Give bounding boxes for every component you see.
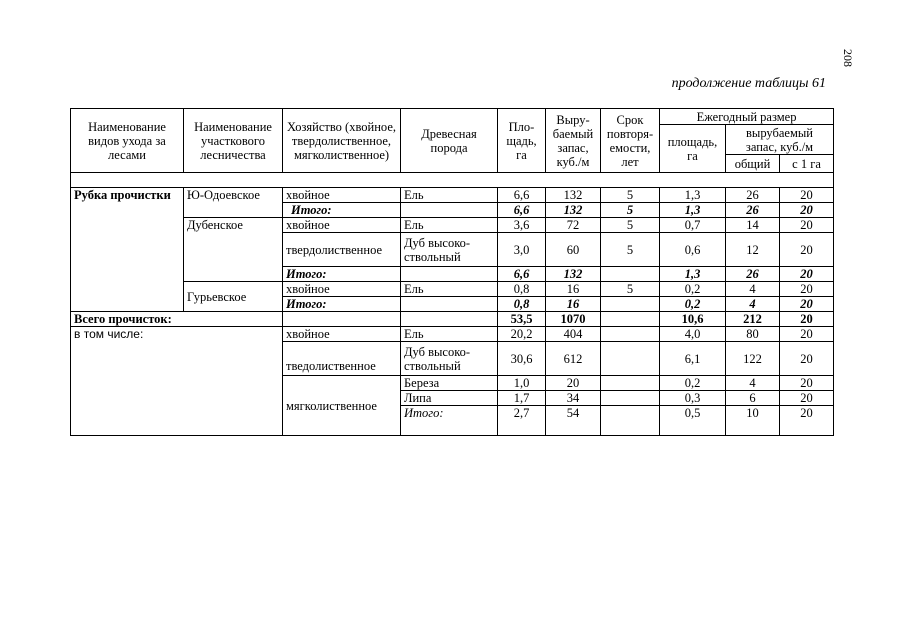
cell-species: Ель	[401, 218, 498, 233]
cell-species: Итого:	[401, 406, 498, 436]
cell-annual-total: 12	[726, 233, 780, 267]
cell-stock: 16	[546, 297, 601, 312]
cell-area: 3,6	[498, 218, 546, 233]
cell-annual-per-ha: 20	[780, 376, 834, 391]
cell-annual-total: 122	[726, 342, 780, 376]
table-row	[71, 218, 834, 233]
cell-annual-per-ha: 20	[780, 342, 834, 376]
cell-species: Дуб высоко- ствольный	[401, 233, 498, 267]
cell-species: Ель	[401, 188, 498, 203]
cell-species: Дуб высоко- ствольный	[401, 342, 498, 376]
cell-annual-total: 4	[726, 282, 780, 297]
cell-annual-area: 10,6	[660, 312, 726, 327]
cell-stock: 132	[546, 267, 601, 282]
cell-species	[401, 297, 498, 312]
cell-district: Дубенское	[184, 218, 283, 282]
cell-annual-per-ha: 20	[780, 312, 834, 327]
cell-economy: Итого:	[283, 203, 401, 218]
cell-repeat	[601, 327, 660, 342]
cell-stock: 60	[546, 233, 601, 267]
header-economy: Хозяйство (хвойное, твердолиственное, мягколиственное)	[283, 109, 401, 173]
cell-area: 30,6	[498, 342, 546, 376]
table-row	[71, 327, 834, 342]
header-species: Древесная порода	[401, 109, 498, 173]
cell-stock: 1070	[546, 312, 601, 327]
cell-annual-area: 6,1	[660, 342, 726, 376]
cell-economy	[283, 312, 401, 327]
cell-repeat	[601, 312, 660, 327]
header-district: Наименование участкового лесничества	[184, 109, 283, 173]
cell-stock: 404	[546, 327, 601, 342]
table-caption: продолжение таблицы 61	[671, 76, 826, 91]
cell-area: 2,7	[498, 406, 546, 436]
cell-area: 6,6	[498, 203, 546, 218]
cell-annual-per-ha: 20	[780, 188, 834, 203]
cell-annual-per-ha: 20	[780, 406, 834, 436]
cell-type: Рубка прочистки	[71, 188, 184, 312]
cell-stock: 612	[546, 342, 601, 376]
cell-area: 3,0	[498, 233, 546, 267]
header-annual-stock: вырубаемый запас, куб./м	[726, 125, 834, 155]
cell-economy: Итого:	[283, 267, 401, 282]
cell-area: 6,6	[498, 267, 546, 282]
cell-economy: хвойное	[283, 188, 401, 203]
forest-care-table	[70, 108, 834, 436]
cell-annual-per-ha: 20	[780, 233, 834, 267]
cell-type: в том числе:	[71, 327, 283, 436]
cell-economy: хвойное	[283, 327, 401, 342]
header-annual: Ежегодный размер	[660, 109, 834, 125]
cell-annual-total: 6	[726, 391, 780, 406]
cell-annual-total: 14	[726, 218, 780, 233]
cell-species	[401, 312, 498, 327]
cell-annual-area: 1,3	[660, 203, 726, 218]
cell-annual-area: 1,3	[660, 188, 726, 203]
cell-repeat: 5	[601, 203, 660, 218]
cell-economy: Итого:	[283, 297, 401, 312]
cell-annual-total: 80	[726, 327, 780, 342]
cell-economy: хвойное	[283, 218, 401, 233]
header-annual-area: площадь, га	[660, 125, 726, 173]
cell-annual-per-ha: 20	[780, 282, 834, 297]
cell-species: Береза	[401, 376, 498, 391]
header-harvest-stock: Выру- баемый запас, куб./м	[546, 109, 601, 173]
cell-area: 0,8	[498, 297, 546, 312]
header-area: Пло- щадь, га	[498, 109, 546, 173]
cell-repeat: 5	[601, 282, 660, 297]
spacer-row	[71, 173, 834, 188]
cell-annual-total: 4	[726, 376, 780, 391]
cell-district: Гурьевское	[184, 282, 283, 312]
cell-economy: тведолиственное	[283, 342, 401, 376]
header-repeat: Срок повторя- емости, лет	[601, 109, 660, 173]
cell-annual-total: 4	[726, 297, 780, 312]
cell-species: Липа	[401, 391, 498, 406]
cell-stock: 20	[546, 376, 601, 391]
cell-annual-area: 0,2	[660, 297, 726, 312]
cell-annual-total: 26	[726, 188, 780, 203]
cell-annual-per-ha: 20	[780, 297, 834, 312]
cell-species	[401, 267, 498, 282]
cell-repeat: 5	[601, 188, 660, 203]
cell-repeat: 5	[601, 218, 660, 233]
cell-economy: мягколиственное	[283, 376, 401, 436]
cell-annual-per-ha: 20	[780, 218, 834, 233]
cell-repeat	[601, 391, 660, 406]
cell-annual-area: 0,5	[660, 406, 726, 436]
table-row-total	[71, 312, 834, 327]
cell-annual-area: 0,7	[660, 218, 726, 233]
page-number: 208	[841, 49, 855, 67]
cell-species: Ель	[401, 282, 498, 297]
cell-stock: 132	[546, 203, 601, 218]
cell-species	[401, 203, 498, 218]
cell-annual-per-ha: 20	[780, 327, 834, 342]
cell-annual-area: 4,0	[660, 327, 726, 342]
header-total: общий	[726, 155, 780, 173]
cell-annual-area: 0,6	[660, 233, 726, 267]
cell-annual-area: 1,3	[660, 267, 726, 282]
cell-repeat: 5	[601, 233, 660, 267]
cell-stock: 34	[546, 391, 601, 406]
cell-area: 53,5	[498, 312, 546, 327]
cell-economy: твердолиственное	[283, 233, 401, 267]
cell-area: 6,6	[498, 188, 546, 203]
cell-annual-total: 26	[726, 203, 780, 218]
cell-annual-area: 0,3	[660, 391, 726, 406]
header-type: Наименование видов ухода за лесами	[71, 109, 184, 173]
cell-stock: 72	[546, 218, 601, 233]
cell-area: 1,7	[498, 391, 546, 406]
cell-repeat	[601, 406, 660, 436]
cell-repeat	[601, 297, 660, 312]
cell-repeat	[601, 267, 660, 282]
cell-stock: 16	[546, 282, 601, 297]
cell-area: 0,8	[498, 282, 546, 297]
cell-area: 1,0	[498, 376, 546, 391]
header-per-ha: с 1 га	[780, 155, 834, 173]
cell-annual-area: 0,2	[660, 282, 726, 297]
cell-annual-per-ha: 20	[780, 391, 834, 406]
cell-stock: 132	[546, 188, 601, 203]
table-row	[71, 282, 834, 297]
cell-repeat	[601, 342, 660, 376]
cell-stock: 54	[546, 406, 601, 436]
cell-species: Ель	[401, 327, 498, 342]
cell-annual-total: 10	[726, 406, 780, 436]
cell-annual-per-ha: 20	[780, 203, 834, 218]
cell-annual-per-ha: 20	[780, 267, 834, 282]
cell-economy: хвойное	[283, 282, 401, 297]
cell-annual-total: 212	[726, 312, 780, 327]
cell-type: Всего прочисток:	[71, 312, 283, 327]
cell-area: 20,2	[498, 327, 546, 342]
cell-repeat	[601, 376, 660, 391]
cell-annual-total: 26	[726, 267, 780, 282]
cell-district: Ю-Одоевское	[184, 188, 283, 218]
cell-annual-area: 0,2	[660, 376, 726, 391]
table-row	[71, 188, 834, 203]
